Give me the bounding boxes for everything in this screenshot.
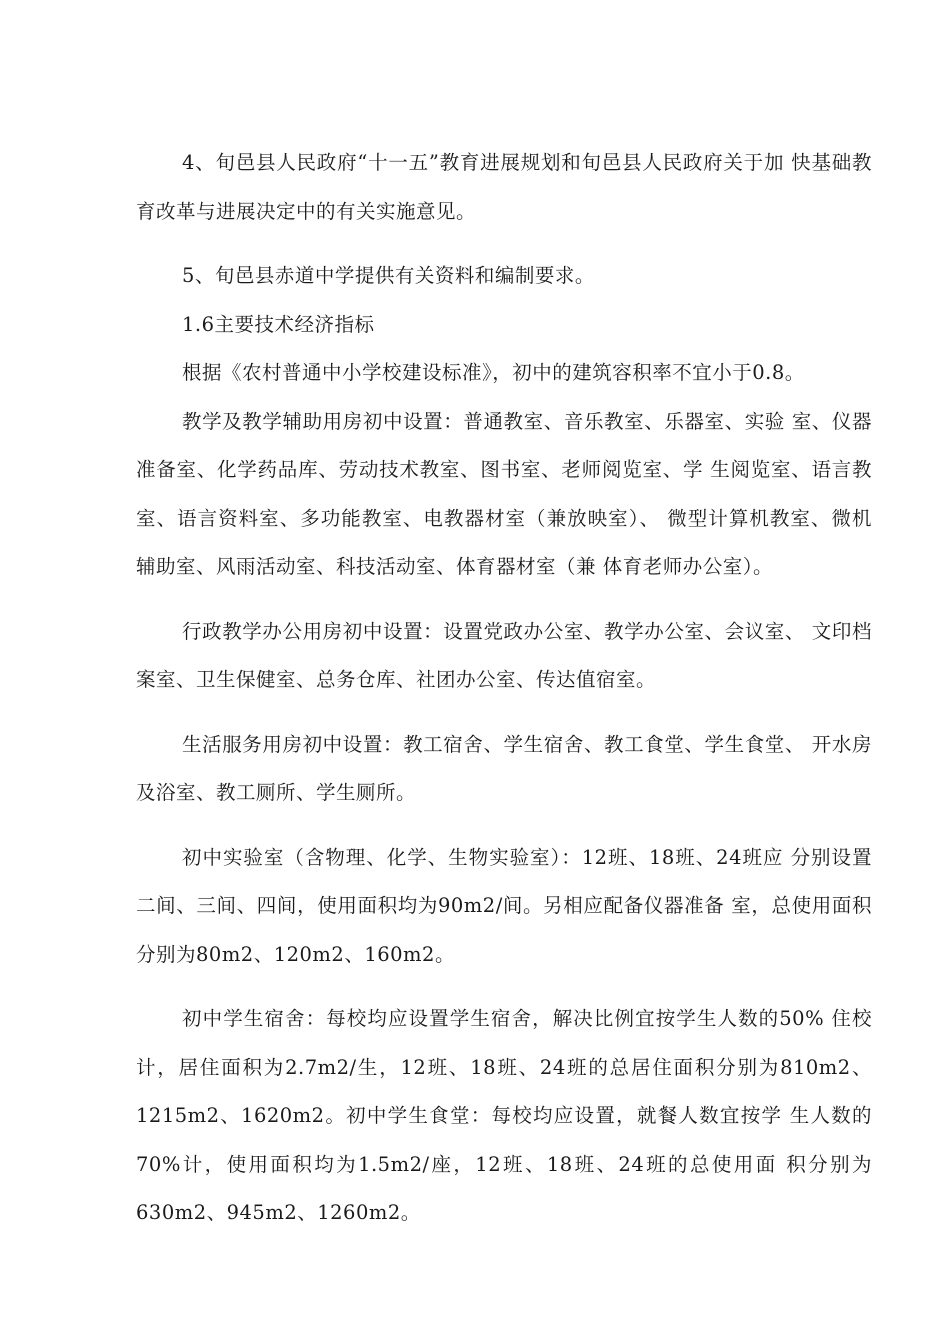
paragraph-floor-area-ratio: 根据《农村普通中小学校建设标准》，初中的建筑容积率不宜小于0.8。: [182, 361, 805, 384]
paragraph-teaching-rooms: 教学及教学辅助用房初中设置：普通教室、音乐教室、乐器室、实验 室、仪器准备室、化学药品库、劳动技术教室、图书室、老师阅览室、学 生阅览室、语言教室、语言资料室、多功能教室、电教器材室（兼放映室）、 微型计算机教室、微机辅助室、风雨活动室、科技活动室、体育器材室（兼 体育老师办公室）。: [136, 409, 872, 578]
section-heading-1-6: 1.6主要技术经济指标: [182, 312, 375, 336]
paragraph-basis-4: 4、旬邑县人民政府“十一五”教育进展规划和旬邑县人民政府关于加 快基础教育改革与进展决定中的有关实施意见。: [136, 151, 872, 223]
document-body: [136, 139, 872, 1254]
paragraph-dormitory-canteen: 初中学生宿舍：每校均应设置学生宿舍，解决比例宜按学生人数的50% 住校计，居住面积为2.7m2/生，12班、18班、24班的总居住面积分别为810m2、1215m2、1620m2。初中学生食堂：每校均应设置，就餐人数宜按学 生人数的70%计，使用面积均为1.5m2/座，12班、18班、24班的总使用面 积分别为630m2、945m2、1260m2。: [136, 1007, 872, 1224]
paragraph-laboratories: 初中实验室（含物理、化学、生物实验室）：12班、18班、24班应 分别设置二间、三间、四间，使用面积均为90m2/间。另相应配备仪器准备 室，总使用面积分别为80m2、120m2、160m2。: [136, 845, 872, 966]
paragraph-admin-rooms: 行政教学办公用房初中设置：设置党政办公室、教学办公室、会议室、 文印档案室、卫生保健室、总务仓库、社团办公室、传达值宿室。: [136, 619, 872, 691]
paragraph-service-rooms: 生活服务用房初中设置：教工宿舍、学生宿舍、教工食堂、学生食堂、 开水房及浴室、教工厕所、学生厕所。: [136, 732, 872, 804]
paragraph-basis-5: 5、旬邑县赤道中学提供有关资料和编制要求。: [182, 264, 595, 287]
